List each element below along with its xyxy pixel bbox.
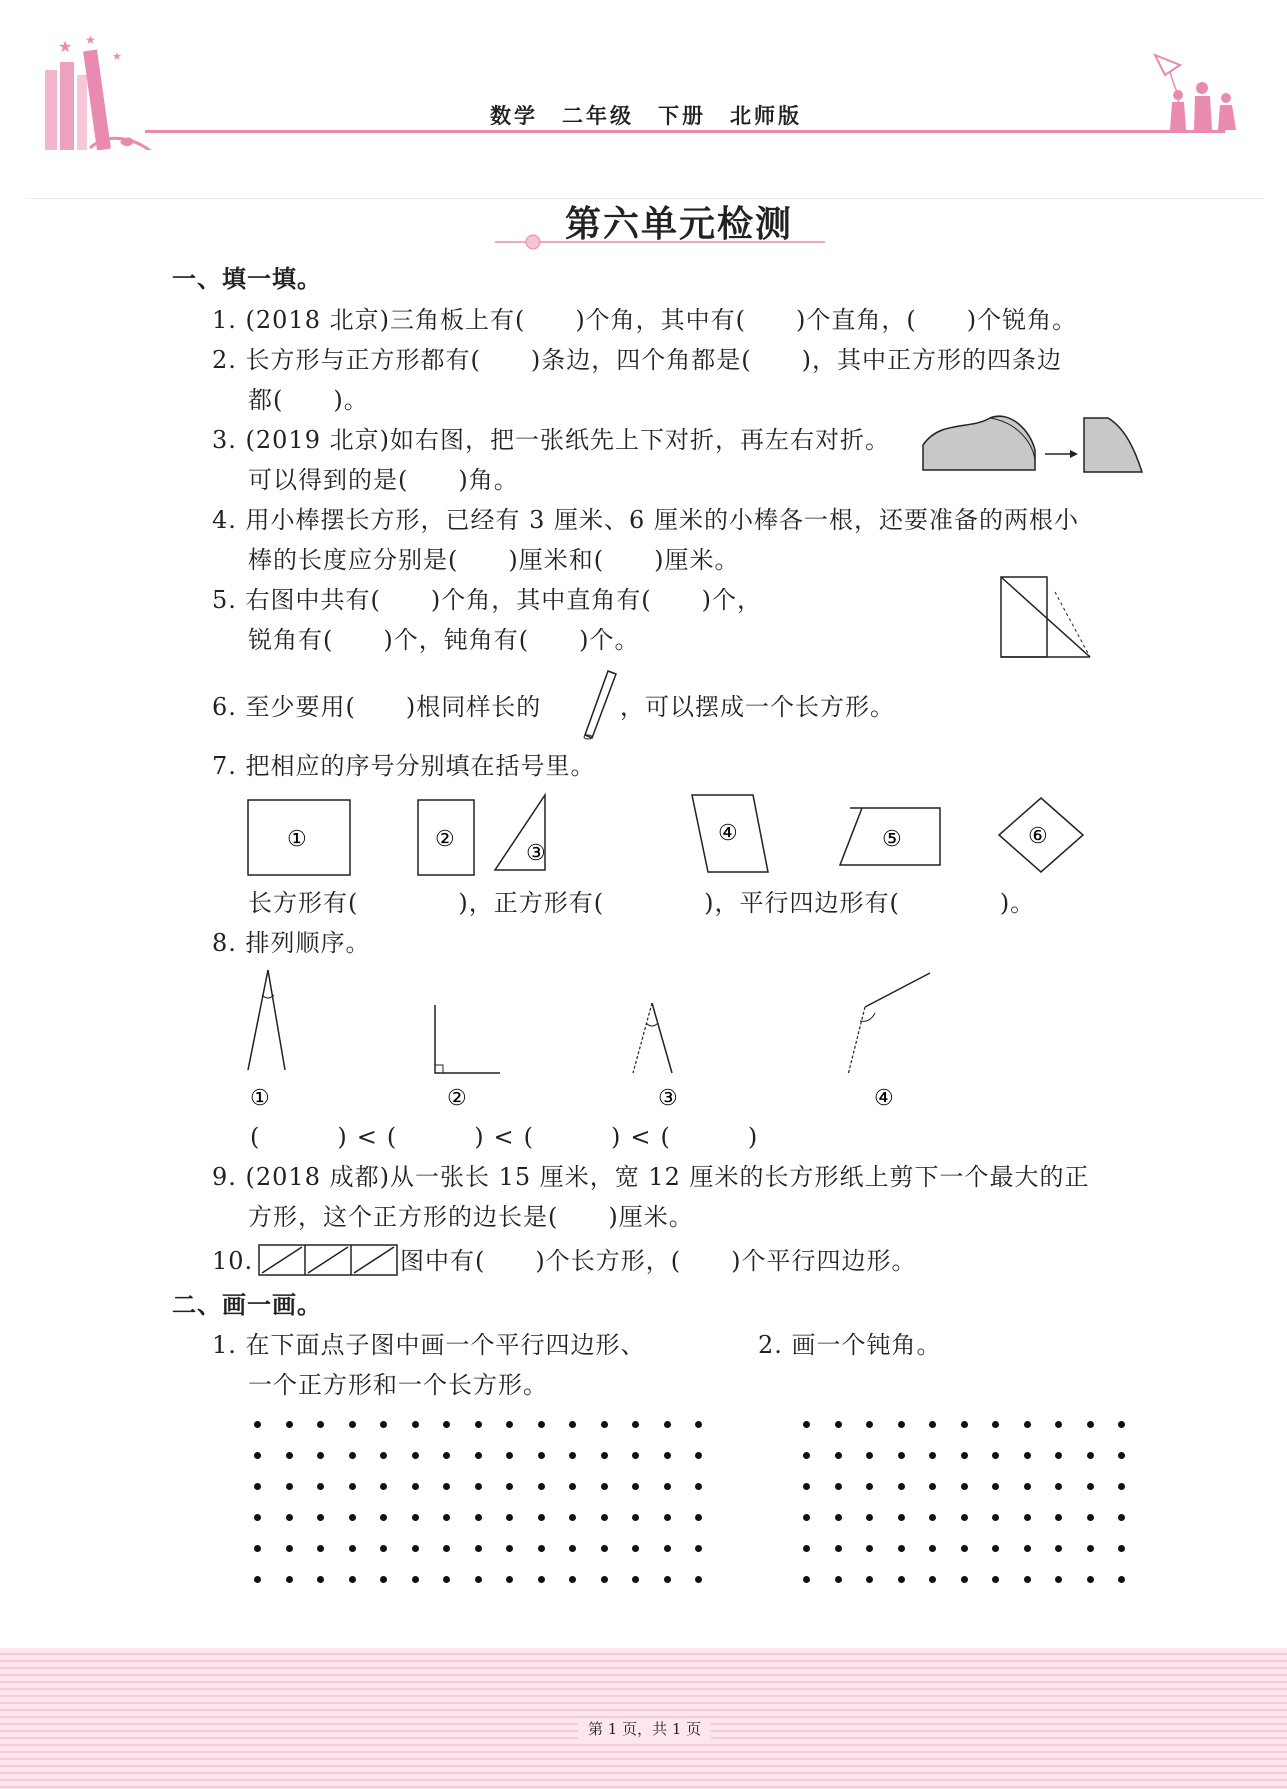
grid-dot[interactable] xyxy=(803,1545,810,1552)
grid-dot[interactable] xyxy=(412,1576,419,1583)
q5-square-figure xyxy=(995,572,1095,662)
q5-text-line1: 5. 右图中共有( )个角，其中直角有( )个， xyxy=(212,586,762,614)
grid-dot[interactable] xyxy=(695,1545,702,1552)
grid-dot[interactable] xyxy=(664,1421,671,1428)
grid-dot[interactable] xyxy=(412,1483,419,1490)
grid-dot[interactable] xyxy=(961,1514,968,1521)
grid-dot[interactable] xyxy=(695,1514,702,1521)
section-1-heading: 一、填一填。 xyxy=(172,265,322,293)
grid-dot[interactable] xyxy=(1024,1514,1031,1521)
grid-dot[interactable] xyxy=(803,1452,810,1459)
grid-dot[interactable] xyxy=(443,1514,450,1521)
q7-shape-2-rectangle xyxy=(418,800,474,875)
grid-dot[interactable] xyxy=(349,1483,356,1490)
grid-dot[interactable] xyxy=(380,1545,387,1552)
grid-dot[interactable] xyxy=(317,1545,324,1552)
grid-dot[interactable] xyxy=(929,1545,936,1552)
grid-dot[interactable] xyxy=(898,1576,905,1583)
q8-angle-3 xyxy=(633,1003,678,1111)
grid-dot[interactable] xyxy=(866,1483,873,1490)
grid-dot[interactable] xyxy=(286,1576,293,1583)
header-rule xyxy=(145,130,1225,133)
grid-dot[interactable] xyxy=(1118,1452,1125,1459)
grid-dot[interactable] xyxy=(803,1576,810,1583)
grid-dot[interactable] xyxy=(898,1421,905,1428)
grid-dot[interactable] xyxy=(254,1421,261,1428)
grid-dot[interactable] xyxy=(569,1545,576,1552)
grid-dot[interactable] xyxy=(929,1483,936,1490)
kids-kite-decoration xyxy=(1150,50,1260,135)
q9-text-line1: 9. (2018 成都)从一张长 15 厘米，宽 12 厘米的长方形纸上剪下一个最大的正 xyxy=(212,1163,1090,1191)
grid-dot[interactable] xyxy=(317,1452,324,1459)
grid-dot[interactable] xyxy=(961,1483,968,1490)
grid-dot[interactable] xyxy=(601,1452,608,1459)
grid-dot[interactable] xyxy=(317,1514,324,1521)
grid-dot[interactable] xyxy=(1055,1483,1062,1490)
grid-dot[interactable] xyxy=(286,1483,293,1490)
q8-angle-4-label: ④ xyxy=(874,1086,894,1111)
q8-angle-2 xyxy=(435,1005,500,1111)
grid-dot[interactable] xyxy=(380,1421,387,1428)
grid-dot[interactable] xyxy=(1055,1514,1062,1521)
grid-dot[interactable] xyxy=(569,1483,576,1490)
q7-shape-1-label: ① xyxy=(287,827,307,852)
grid-dot[interactable] xyxy=(835,1452,842,1459)
stick-icon xyxy=(580,668,620,743)
q3-text-line2: 可以得到的是( )角。 xyxy=(248,466,519,494)
grid-dot[interactable] xyxy=(1024,1421,1031,1428)
q6-text-part1: 6. 至少要用( )根同样长的 xyxy=(212,693,542,721)
q3-text-line1: 3. (2019 北京)如右图，把一张纸先上下对折，再左右对折。 xyxy=(212,426,890,454)
grid-dot[interactable] xyxy=(1024,1483,1031,1490)
grid-dot[interactable] xyxy=(254,1514,261,1521)
q6-text-part2: ，可以摆成一个长方形。 xyxy=(620,693,895,721)
grid-dot[interactable] xyxy=(835,1421,842,1428)
grid-dot[interactable] xyxy=(695,1483,702,1490)
grid-dot[interactable] xyxy=(992,1545,999,1552)
grid-dot[interactable] xyxy=(632,1514,639,1521)
grid-dot[interactable] xyxy=(601,1514,608,1521)
grid-dot[interactable] xyxy=(443,1421,450,1428)
grid-dot[interactable] xyxy=(412,1452,419,1459)
grid-dot[interactable] xyxy=(835,1576,842,1583)
grid-dot[interactable] xyxy=(380,1576,387,1583)
grid-dot[interactable] xyxy=(349,1545,356,1552)
q4-text-line1: 4. 用小棒摆长方形，已经有 3 厘米、6 厘米的小棒各一根，还要准备的两根小 xyxy=(212,506,1079,534)
page-number: 第 1 页，共 1 页 xyxy=(578,1718,711,1739)
grid-dot[interactable] xyxy=(412,1421,419,1428)
svg-text:★: ★ xyxy=(112,50,122,63)
q10-text: 图中有( )个长方形，( )个平行四边形。 xyxy=(400,1247,917,1275)
grid-dot[interactable] xyxy=(1024,1576,1031,1583)
grid-dot[interactable] xyxy=(803,1421,810,1428)
grid-dot[interactable] xyxy=(664,1452,671,1459)
grid-dot[interactable] xyxy=(506,1421,513,1428)
grid-dot[interactable] xyxy=(475,1576,482,1583)
grid-dot[interactable] xyxy=(1087,1421,1094,1428)
q2-text-line1: 2. 长方形与正方形都有( )条边，四个角都是( )，其中正方形的四条边 xyxy=(212,346,1062,374)
grid-dot[interactable] xyxy=(254,1483,261,1490)
grid-dot[interactable] xyxy=(866,1421,873,1428)
header-text: 数学 二年级 下册 北师版 xyxy=(490,103,802,128)
page-title: 第六单元检测 xyxy=(565,203,794,245)
grid-dot[interactable] xyxy=(1087,1576,1094,1583)
grid-dot[interactable] xyxy=(929,1421,936,1428)
grid-dot[interactable] xyxy=(866,1452,873,1459)
grid-dot[interactable] xyxy=(443,1483,450,1490)
header xyxy=(0,0,1287,200)
grid-dot[interactable] xyxy=(380,1483,387,1490)
grid-dot[interactable] xyxy=(412,1545,419,1552)
grid-dot[interactable] xyxy=(317,1576,324,1583)
grid-dot[interactable] xyxy=(380,1452,387,1459)
grid-dot[interactable] xyxy=(1024,1452,1031,1459)
grid-dot[interactable] xyxy=(349,1514,356,1521)
grid-dot[interactable] xyxy=(317,1483,324,1490)
grid-dot[interactable] xyxy=(929,1514,936,1521)
grid-dot[interactable] xyxy=(695,1421,702,1428)
grid-dot[interactable] xyxy=(538,1576,545,1583)
grid-dot[interactable] xyxy=(538,1545,545,1552)
q8-angle-3-label: ③ xyxy=(658,1086,678,1111)
grid-dot[interactable] xyxy=(380,1514,387,1521)
grid-dot[interactable] xyxy=(992,1576,999,1583)
grid-dot[interactable] xyxy=(1087,1545,1094,1552)
grid-dot[interactable] xyxy=(412,1514,419,1521)
grid-dot[interactable] xyxy=(349,1421,356,1428)
grid-dot[interactable] xyxy=(803,1514,810,1521)
grid-dot[interactable] xyxy=(254,1452,261,1459)
q8-angles-figure xyxy=(240,965,940,1115)
grid-dot[interactable] xyxy=(506,1483,513,1490)
q8-angle-2-label: ② xyxy=(447,1086,467,1111)
q8-angle-1 xyxy=(248,970,285,1111)
grid-dot[interactable] xyxy=(1055,1576,1062,1583)
grid-dot[interactable] xyxy=(349,1452,356,1459)
q7-shape-1-rectangle xyxy=(248,800,350,875)
grid-dot[interactable] xyxy=(1055,1545,1062,1552)
grid-dot[interactable] xyxy=(992,1452,999,1459)
grid-dot[interactable] xyxy=(1087,1452,1094,1459)
q7-shape-4-label: ④ xyxy=(718,821,738,846)
grid-dot[interactable] xyxy=(664,1576,671,1583)
grid-dot[interactable] xyxy=(286,1452,293,1459)
grid-dot[interactable] xyxy=(929,1576,936,1583)
grid-dot[interactable] xyxy=(1118,1421,1125,1428)
grid-dot[interactable] xyxy=(898,1452,905,1459)
grid-dot[interactable] xyxy=(569,1452,576,1459)
q7-shape-6-label: ⑥ xyxy=(1028,824,1048,849)
q8-text: 8. 排列顺序。 xyxy=(212,929,371,957)
q8-answer-line: ( )<( )<( )<( ) xyxy=(250,1123,768,1151)
grid-dot[interactable] xyxy=(443,1576,450,1583)
grid-dot[interactable] xyxy=(803,1483,810,1490)
grid-dot[interactable] xyxy=(317,1421,324,1428)
grid-dot[interactable] xyxy=(1024,1545,1031,1552)
draw-q1-line1: 1. 在下面点子图中画一个平行四边形、 xyxy=(212,1331,646,1359)
grid-dot[interactable] xyxy=(1118,1576,1125,1583)
svg-text:★: ★ xyxy=(58,37,73,56)
grid-dot[interactable] xyxy=(835,1514,842,1521)
grid-dot[interactable] xyxy=(506,1576,513,1583)
grid-dot[interactable] xyxy=(664,1514,671,1521)
grid-dot[interactable] xyxy=(1118,1545,1125,1552)
svg-text:★: ★ xyxy=(85,33,96,47)
dot-grid-right[interactable] xyxy=(803,1421,1133,1591)
grid-dot[interactable] xyxy=(601,1545,608,1552)
q9-text-line2: 方形，这个正方形的边长是( )厘米。 xyxy=(248,1203,694,1231)
grid-dot[interactable] xyxy=(569,1514,576,1521)
q8-angle-4 xyxy=(848,973,930,1111)
grid-dot[interactable] xyxy=(992,1421,999,1428)
title-underline xyxy=(495,234,825,250)
grid-dot[interactable] xyxy=(538,1483,545,1490)
q2-text-line2: 都( )。 xyxy=(248,386,369,414)
grid-dot[interactable] xyxy=(1118,1483,1125,1490)
grid-dot[interactable] xyxy=(929,1452,936,1459)
q7-shape-2-label: ② xyxy=(435,827,455,852)
grid-dot[interactable] xyxy=(475,1483,482,1490)
q7-shape-5-parallelogram xyxy=(840,808,940,865)
grid-dot[interactable] xyxy=(601,1483,608,1490)
grid-dot[interactable] xyxy=(475,1452,482,1459)
grid-dot[interactable] xyxy=(443,1545,450,1552)
grid-dot[interactable] xyxy=(475,1545,482,1552)
grid-dot[interactable] xyxy=(349,1576,356,1583)
grid-dot[interactable] xyxy=(538,1514,545,1521)
q7-answer-line: 长方形有( )，正方形有( )，平行四边形有( )。 xyxy=(248,889,1036,917)
draw-q1-line2: 一个正方形和一个长方形。 xyxy=(248,1371,548,1399)
grid-dot[interactable] xyxy=(632,1576,639,1583)
grid-dot[interactable] xyxy=(866,1545,873,1552)
grid-dot[interactable] xyxy=(695,1452,702,1459)
grid-dot[interactable] xyxy=(475,1421,482,1428)
grid-dot[interactable] xyxy=(286,1421,293,1428)
grid-dot[interactable] xyxy=(632,1483,639,1490)
grid-dot[interactable] xyxy=(898,1514,905,1521)
grid-dot[interactable] xyxy=(286,1545,293,1552)
grid-dot[interactable] xyxy=(475,1514,482,1521)
q8-angle-1-label: ① xyxy=(250,1086,270,1111)
grid-dot[interactable] xyxy=(569,1421,576,1428)
grid-dot[interactable] xyxy=(664,1483,671,1490)
grid-dot[interactable] xyxy=(695,1576,702,1583)
grid-dot[interactable] xyxy=(898,1545,905,1552)
grid-dot[interactable] xyxy=(961,1576,968,1583)
grid-dot[interactable] xyxy=(632,1421,639,1428)
grid-dot[interactable] xyxy=(1055,1421,1062,1428)
grid-dot[interactable] xyxy=(898,1483,905,1490)
grid-dot[interactable] xyxy=(286,1514,293,1521)
draw-q2-line: 2. 画一个钝角。 xyxy=(758,1331,942,1359)
grid-dot[interactable] xyxy=(866,1514,873,1521)
grid-dot[interactable] xyxy=(835,1545,842,1552)
q7-shape-6-square xyxy=(999,798,1083,872)
q1-text: 1. (2018 北京)三角板上有( )个角，其中有( )个直角，( )个锐角。 xyxy=(212,306,1078,334)
q7-text: 7. 把相应的序号分别填在括号里。 xyxy=(212,752,596,780)
q7-shape-3-triangle xyxy=(495,795,546,870)
grid-dot[interactable] xyxy=(506,1514,513,1521)
q7-shape-5-label: ⑤ xyxy=(882,827,902,852)
grid-dot[interactable] xyxy=(961,1545,968,1552)
q7-shapes-figure xyxy=(240,790,1100,880)
grid-dot[interactable] xyxy=(1055,1452,1062,1459)
grid-dot[interactable] xyxy=(1087,1514,1094,1521)
grid-dot[interactable] xyxy=(443,1452,450,1459)
grid-dot[interactable] xyxy=(632,1452,639,1459)
grid-dot[interactable] xyxy=(254,1545,261,1552)
grid-dot[interactable] xyxy=(992,1514,999,1521)
grid-dot[interactable] xyxy=(538,1452,545,1459)
section-2-heading: 二、画一画。 xyxy=(172,1291,322,1319)
grid-dot[interactable] xyxy=(632,1545,639,1552)
grid-dot[interactable] xyxy=(254,1576,261,1583)
grid-dot[interactable] xyxy=(866,1576,873,1583)
q7-shape-3-label: ③ xyxy=(526,841,546,866)
grid-dot[interactable] xyxy=(538,1421,545,1428)
q3-paper-fold-figure xyxy=(920,410,1150,480)
grid-dot[interactable] xyxy=(569,1576,576,1583)
grid-dot[interactable] xyxy=(992,1483,999,1490)
q5-text-line2: 锐角有( )个，钝角有( )个。 xyxy=(248,626,640,654)
q10-number: 10. xyxy=(212,1247,254,1275)
grid-dot[interactable] xyxy=(601,1576,608,1583)
q4-text-line2: 棒的长度应分别是( )厘米和( )厘米。 xyxy=(248,546,740,574)
grid-dot[interactable] xyxy=(1087,1483,1094,1490)
grid-dot[interactable] xyxy=(664,1545,671,1552)
grid-dot[interactable] xyxy=(601,1421,608,1428)
grid-dot[interactable] xyxy=(506,1545,513,1552)
q10-figure xyxy=(258,1244,400,1278)
grid-dot[interactable] xyxy=(835,1483,842,1490)
grid-dot[interactable] xyxy=(961,1452,968,1459)
grid-dot[interactable] xyxy=(961,1421,968,1428)
grid-dot[interactable] xyxy=(1118,1514,1125,1521)
grid-dot[interactable] xyxy=(506,1452,513,1459)
dot-grid-left[interactable] xyxy=(254,1421,704,1591)
q7-shape-4-parallelogram xyxy=(692,795,768,872)
